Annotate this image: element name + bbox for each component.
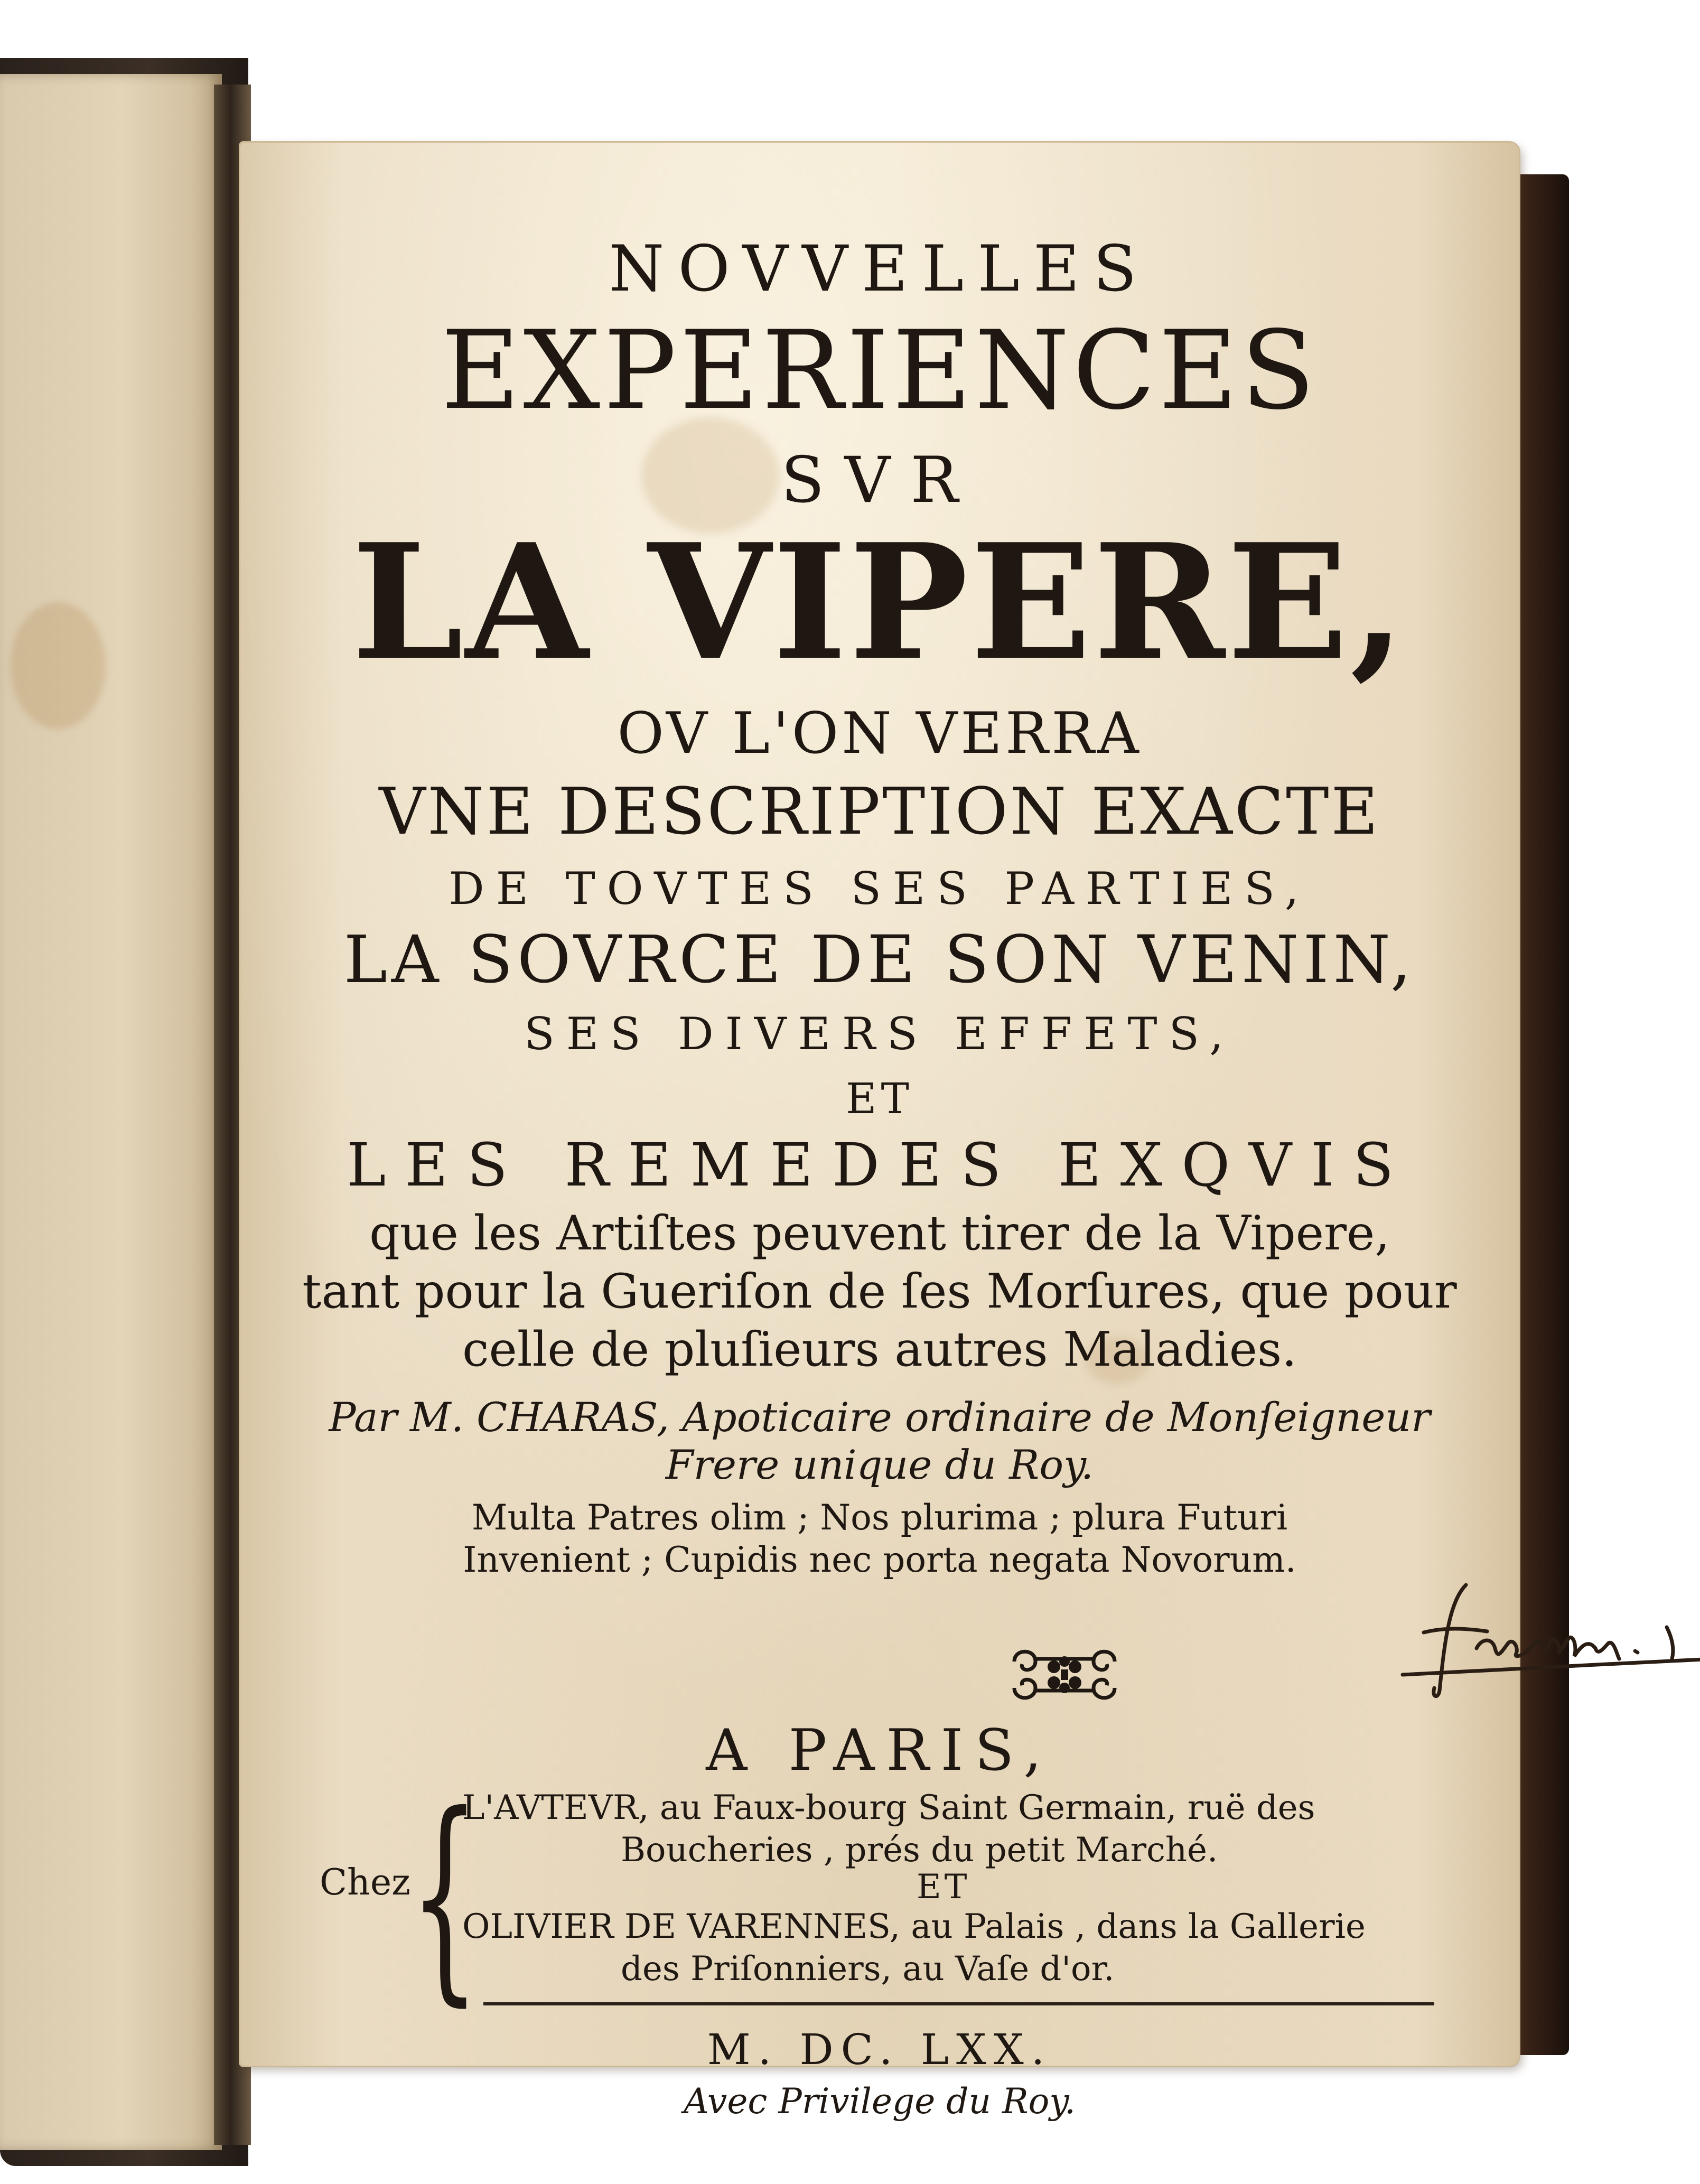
title-line-1: NOVVELLES xyxy=(609,232,1151,306)
subtitle-line-3: DE TOVTES SES PARTIES, xyxy=(449,863,1311,914)
title-line-2: EXPERIENCES xyxy=(441,308,1319,434)
author-line-1: Par M. CHARAS, Apoticaire ordinaire de Monſeigneur xyxy=(329,1394,1431,1441)
flyleaf-stain xyxy=(11,602,106,729)
subtitle-line-5: SES DIVERS EFFETS, xyxy=(524,1008,1235,1060)
subtitle-line-7: LES REMEDES EXQVIS xyxy=(346,1131,1413,1200)
subtitle-line-1: OV L'ON VERRA xyxy=(617,701,1142,767)
title-line-3: SVR xyxy=(781,444,978,517)
subtitle-line-6: ET xyxy=(846,1074,913,1123)
subtitle-line-2: VNE DESCRIPTION EXACTE xyxy=(379,774,1380,849)
privilege-line: Avec Privilege du Roy. xyxy=(684,2081,1076,2122)
imprint-line-3: OLIVIER DE VARENNES, au Palais , dans la Gallerie xyxy=(462,1907,1366,1946)
motto-line-1: Multa Patres olim ; Nos plurima ; plura Futuri xyxy=(471,1497,1288,1538)
subtitle-line-4: LA SOVRCE DE SON VENIN, xyxy=(343,922,1416,998)
body-line-2: tant pour la Gueriſon de ſes Morſures, que pour xyxy=(302,1264,1457,1319)
imprint-line-2: Boucheries , prés du petit Marché. xyxy=(621,1831,1218,1870)
imprint-line-1: L'AVTEVR, au Faux-bourg Saint Germain, ruë des xyxy=(462,1788,1315,1827)
author-line-2: Frere unique du Roy. xyxy=(665,1441,1094,1488)
handwritten-signature xyxy=(1387,1569,1700,1706)
motto-line-2: Invenient ; Cupidis nec porta negata Novorum. xyxy=(463,1539,1296,1580)
title-page xyxy=(240,143,1519,2122)
body-line-3: celle de pluſieurs autres Maladies. xyxy=(462,1322,1297,1377)
printer-ornament-icon xyxy=(1004,1643,1125,1706)
body-line-1: que les Artiſtes peuvent tirer de la Vipere, xyxy=(369,1206,1390,1261)
imprint-place: A PARIS, xyxy=(706,1718,1053,1784)
imprint-brace: { xyxy=(409,1767,480,2026)
imprint-chez: Chez xyxy=(320,1862,410,1903)
imprint-date: M. DC. LXX. xyxy=(707,2025,1052,2074)
flyleaf-page xyxy=(0,74,222,2150)
imprint-et: ET xyxy=(917,1868,970,1907)
imprint-line-4: des Priſonniers, au Vaſe d'or. xyxy=(621,1949,1115,1989)
title-main: LA VIPERE, xyxy=(352,509,1407,695)
divider-rule xyxy=(483,2002,1434,2005)
